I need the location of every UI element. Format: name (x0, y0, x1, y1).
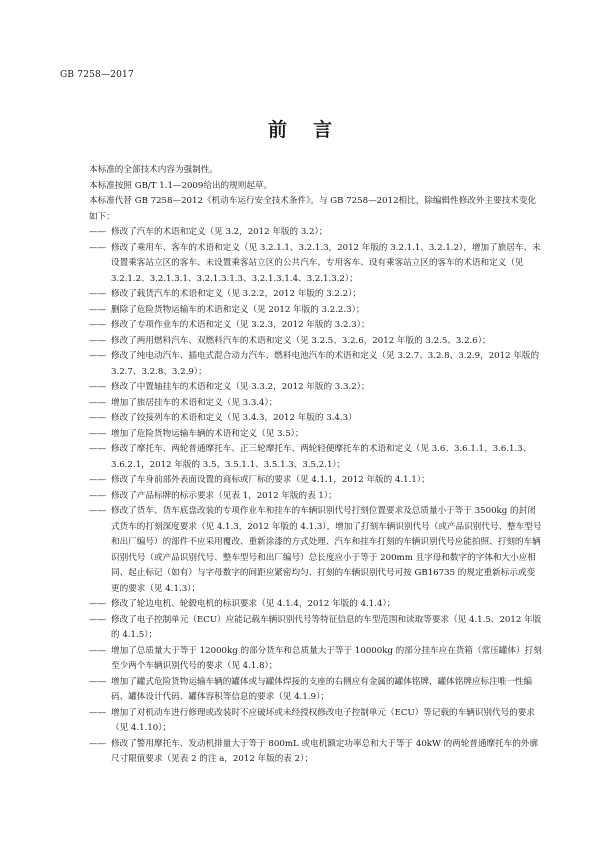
change-item (89, 380, 543, 396)
change-text: 修改了轮边电机、轮毂电机的标识要求（见 4.1.4，2012 年版的 4.1.4）； (111, 599, 396, 609)
change-item (89, 427, 543, 443)
dash-marker: —— (89, 707, 107, 718)
change-text: 修改了汽车的术语和定义（见 3.2，2012 年版的 3.2）； (111, 227, 328, 237)
change-item (89, 318, 543, 334)
changes-list (89, 225, 543, 768)
change-text: 增加了罐式危险货物运输车辆的罐体或与罐体焊接的支座的右侧应有金属的罐体铭牌，罐体铭牌应标注唯一性编码、罐体设计代码、罐体容积等信息的要求（见 4.1.9）； (111, 676, 533, 702)
change-item (89, 473, 543, 489)
dash-marker: —— (89, 475, 107, 485)
change-item (89, 225, 543, 241)
dash-marker: —— (89, 506, 107, 516)
change-item (89, 597, 543, 613)
change-text: 修改了警用摩托车、发动机排量大于等于 800mL 或电机额定功率总和大于等于 40kW 的两轮普通摩托车的外廓尺寸限值要求（见表 2 的注 a，2012 年版的表 2）； (111, 738, 539, 764)
change-text: 修改了电子控制单元（ECU）应能记载车辆识别代号等特征信息的车型范围和读取等要求（见 4.1.5、2012 年版的 4.1.5）； (111, 614, 542, 640)
change-text: 增加了旅居挂车的术语和定义（见 3.3.4）； (111, 397, 278, 408)
intro-paragraph: 本标准按照 GB/T 1.1—2009给出的规则起草。 (89, 180, 273, 191)
dash-marker: —— (89, 227, 107, 237)
dash-marker: —— (89, 320, 107, 330)
change-text: 修改了纯电动汽车、插电式混合动力汽车、燃料电池汽车的术语和定义（见 3.2.7、3.2.8、3.2.9，2012 年版的 3.2.7、3.2.8、3.2.9）； (111, 351, 540, 377)
page-title: 前言 (267, 119, 358, 141)
change-text: 修改了中置轴挂车的术语和定义（见 3.3.2，2012 年版的 3.3.2）； (111, 382, 370, 392)
dash-marker: —— (89, 413, 107, 423)
change-item (89, 489, 543, 505)
dash-marker: —— (89, 428, 107, 439)
change-text: 修改了铰接列车的术语和定义（见 3.4.3，2012 年版的 3.4.3） (111, 413, 357, 423)
change-item (89, 303, 543, 319)
dash-marker: —— (89, 335, 107, 346)
dash-marker: —— (89, 304, 107, 315)
change-item (89, 442, 543, 473)
dash-marker: —— (89, 738, 107, 749)
change-item (89, 706, 543, 737)
change-item (89, 504, 543, 597)
change-text: 修改了车身前部外表面设置的商标或厂标的要求（见 4.1.1，2012 年版的 4.1.1）； (111, 475, 430, 485)
dash-marker: —— (89, 382, 107, 392)
dash-marker: —— (89, 351, 107, 361)
change-text: 修改了产品标牌的标示要求（见表 1，2012 年版的表 1）； (111, 490, 337, 501)
change-item (89, 613, 543, 644)
change-item (89, 287, 543, 303)
change-text: 修改了乘用车、客车的术语和定义（见 3.2.1.1、3.2.1.3，2012 年版的 3.2.1.1、3.2.1.2），增加了旅居车、未设置乘客站立区的客车、未设置乘客站立区的公共汽车、专用客车、设有乘客站立区的客车的术语和定义（见 3.2.1.2、3.2.1.3.1、3.2.1.3.1.3、3.2.1.3.1.4、3.2.1.3.2）； (111, 242, 541, 284)
dash-marker: —— (89, 289, 107, 299)
dash-marker: —— (89, 397, 107, 408)
dash-marker: —— (89, 614, 107, 625)
change-item (89, 644, 543, 675)
dash-marker: —— (89, 676, 107, 687)
change-item (89, 396, 543, 412)
change-text: 增加了危险货物运输车辆的术语和定义（见 3.5）； (111, 428, 304, 439)
change-text: 修改了两用燃料汽车、双燃料汽车的术语和定义（见 3.2.5、3.2.6，2012 年版的 3.2.5、3.2.6）； (111, 335, 491, 346)
dash-marker: —— (89, 490, 107, 501)
intro-paragraph: 本标准代替 GB 7258—2012《机动车运行安全技术条件》。与 GB 7258—2012相比，除编辑性修改外主要技术变化如下： (89, 196, 537, 222)
change-item (89, 241, 543, 288)
change-item (89, 675, 543, 706)
change-item (89, 737, 543, 768)
dash-marker: —— (89, 444, 107, 454)
change-text: 修改了摩托车、两轮普通摩托车、正三轮摩托车、两轮轻便摩托车的术语和定义（见 3.6、3.6.1.1、3.6.1.3、3.6.2.1，2012 年版的 3.5、3.5.1.1、3.5.1.3、3.5.2.1）； (111, 444, 532, 470)
change-text: 删除了危险货物运输车的术语和定义（见 2012 年版的 3.2.2.3）； (111, 304, 365, 315)
change-text: 增加了总质量大于等于 12000kg 的部分货车和总质量大于等于 10000kg 的部分挂车应在货箱（常压罐体）打刻至少两个车辆识别代号的要求（见 4.1.8）； (111, 645, 542, 671)
change-item (89, 334, 543, 350)
change-item (89, 411, 543, 427)
change-item (89, 349, 543, 380)
dash-marker: —— (89, 599, 107, 609)
dash-marker: —— (89, 242, 107, 253)
intro-paragraph: 本标准的全部技术内容为强制性。 (89, 165, 218, 175)
document-code: GB 7258—2017 (60, 70, 134, 80)
change-text: 修改了载货汽车的术语和定义（见 3.2.2，2012 年版的 3.2.2）； (111, 289, 361, 299)
change-text: 修改了货车、货车底盘改装的专项作业车和挂车的车辆识别代号打刻位置要求及总质量小于等于 3500kg 的封闭式货车的打刻深度要求（见 4.1.3，2012 年版的 4.1.3），增加了打刻车辆识别代号（或产品识别代号、整车型号和出厂编号）的部件不应采用覆改、重新涂漆的方式处理、汽车和挂车打刻的车辆识别代号应能拍照、打刻的车辆识别代号（或产品识别代号、整车型号和出厂编号）总长度应小于等于 200mm 且字母和数字的字体和大小应相同、起止标记（如有）与字母数字的间距应紧密均匀、打刻的车辆识别代号可按 GB16735 的规定重新标示或变更的要求（见 4.1.3）； (111, 506, 542, 594)
change-text: 修改了专项作业车的术语和定义（见 3.2.3，2012 年版的 3.2.3）； (111, 320, 370, 330)
change-text: 增加了对机动车进行修理或改装时不应破坏或未经授权修改电子控制单元（ECU）等记载的车辆识别代号的要求（见 4.1.10）； (111, 707, 535, 733)
dash-marker: —— (89, 645, 107, 656)
document-body (89, 163, 543, 768)
